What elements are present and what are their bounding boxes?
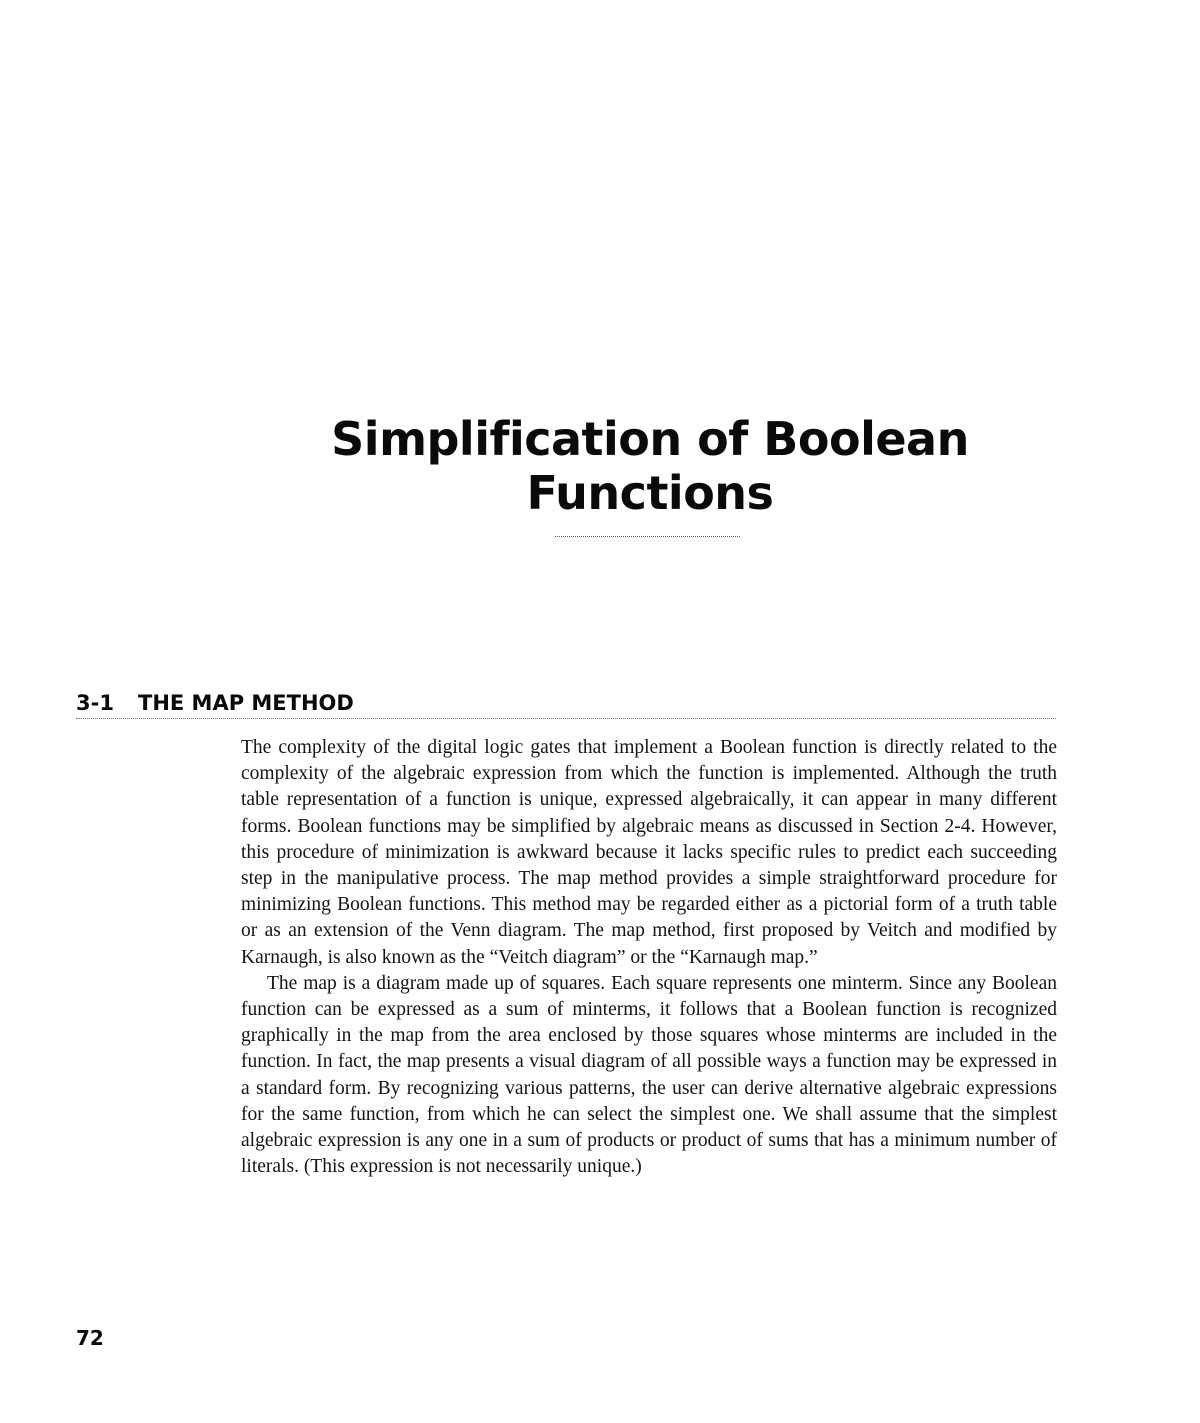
chapter-title [240,412,1060,520]
body-text [241,735,1057,1180]
chapter-title-line-2: Functions [526,466,774,520]
paragraph-1: The complexity of the digital logic gates that implement a Boolean function is directly related to the complexity of the algebraic expression from which the function is implemented. Although the truth table representation of a function is unique, expressed algebraically, it can appear in many different forms. Boolean functions may be simplified by algebraic means as discussed in Section 2-4. However, this procedure of minimization is awkward because it lacks specific rules to predict each succeeding step in the manipulative process. The map method provides a simple straightforward procedure for minimizing Boolean functions. This method may be regarded either as a pictorial form of a truth table or as an extension of the Venn diagram. The map method, first proposed by Veitch and modified by Karnaugh, is also known as the “Veitch diagram” or the “Karnaugh map.” [241,737,1057,968]
paragraph-2: The map is a diagram made up of squares. Each square represents one minterm. Since any Boolean function can be expressed as a sum of minterms, it follows that a Boolean function is recognized graphically in the map from the area enclosed by those squares whose minterms are included in the function. In fact, the map presents a visual diagram of all possible ways a function may be expressed in a standard form. By recognizing various patterns, the user can derive alternative algebraic expressions for the same function, from which he can select the simplest one. We shall assume that the simplest algebraic expression is any one in a sum of products or product of sums that has a minimum number of literals. (This expression is not necessarily unique.) [241,972,1057,1178]
title-divider [555,536,740,537]
section-title: THE MAP METHOD [138,691,354,715]
section-number: 3-1 [76,691,114,715]
page-number: 72 [76,1326,104,1350]
section-divider [76,718,1056,719]
section-heading [76,690,354,716]
chapter-title-line-1: Simplification of Boolean [331,412,969,466]
